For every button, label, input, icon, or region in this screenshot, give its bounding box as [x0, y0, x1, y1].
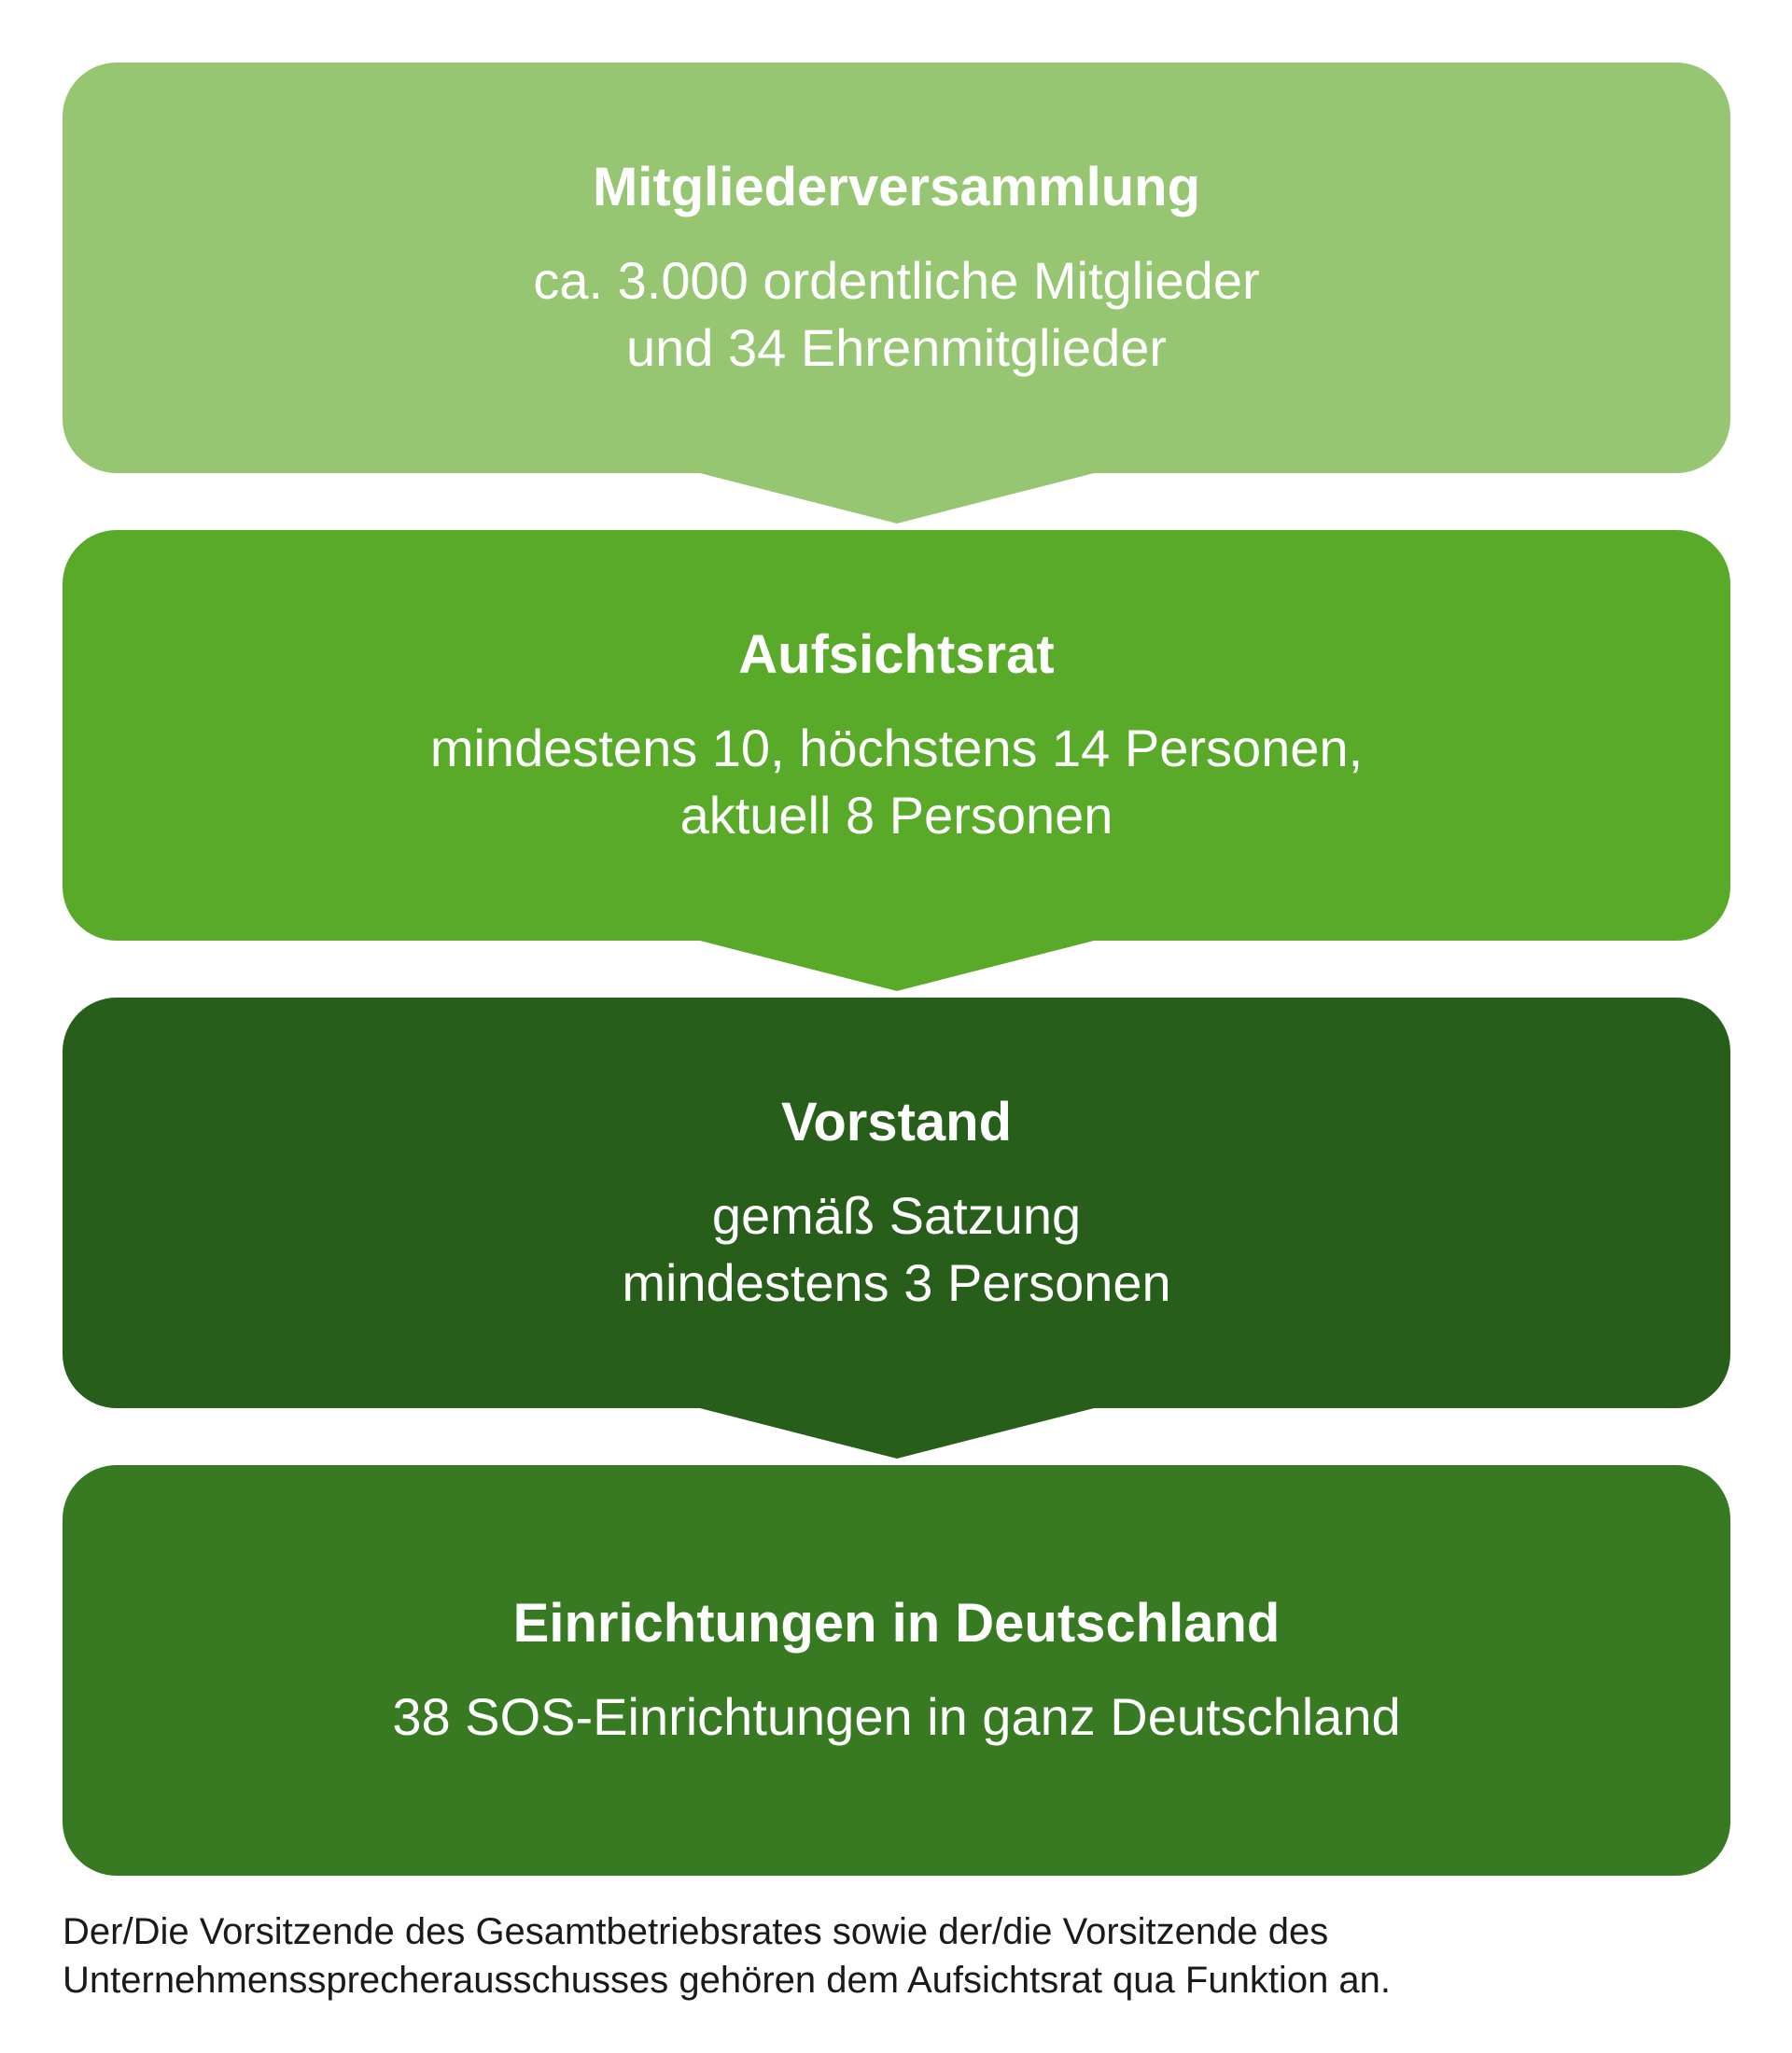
- box-vorstand: [63, 998, 1730, 1408]
- box-line: und 34 Ehrenmitglieder: [625, 318, 1168, 377]
- box-title: Mitgliederversammlung: [592, 157, 1201, 217]
- box-line: mindestens 10, höchstens 14 Personen,: [429, 719, 1364, 777]
- box-title: Aufsichtsrat: [738, 624, 1055, 685]
- box-line: ca. 3.000 ordentliche Mitglieder: [533, 251, 1260, 310]
- box-line: mindestens 3 Personen: [622, 1253, 1171, 1312]
- down-arrow-shape: [693, 471, 1101, 524]
- footnote: [63, 1907, 1743, 2004]
- down-arrow-shape: [693, 1406, 1101, 1459]
- box-einrichtungen: [63, 1465, 1730, 1876]
- down-arrow-shape: [693, 939, 1101, 991]
- box-line: aktuell 8 Personen: [679, 786, 1113, 845]
- box-title: Einrichtungen in Deutschland: [512, 1593, 1281, 1654]
- box-line: 38 SOS-Einrichtungen in ganz Deutschland: [392, 1687, 1401, 1746]
- footnote-line: Der/Die Vorsitzende des Gesamtbetriebsrates sowie der/die Vorsitzende des: [63, 1911, 1329, 1952]
- box-title: Vorstand: [780, 1092, 1013, 1152]
- box-aufsichtsrat: [63, 530, 1730, 941]
- box-line: gemäß Satzung: [711, 1186, 1082, 1245]
- box-mitgliederversammlung: [63, 63, 1730, 473]
- footnote-line: Unternehmenssprecherausschusses gehören dem Aufsichtsrat qua Funktion an.: [63, 1960, 1392, 2001]
